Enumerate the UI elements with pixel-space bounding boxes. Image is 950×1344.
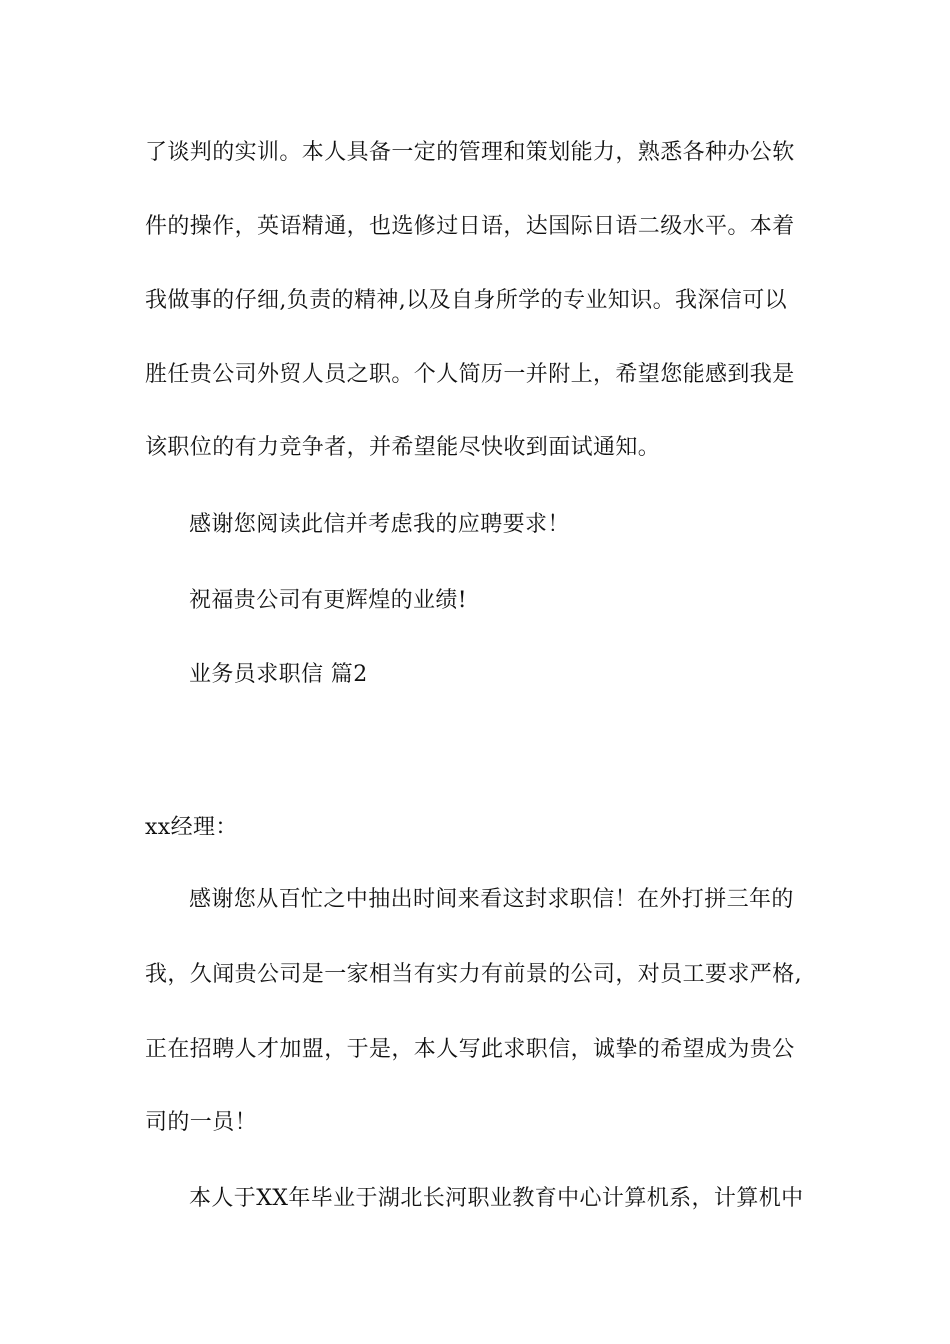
thanks-line: 感谢您阅读此信并考虑我的应聘要求！	[189, 512, 570, 537]
paragraph-2-line-4: 司的一员！	[145, 1110, 258, 1135]
salutation: xx经理：	[145, 815, 238, 840]
paragraph-3-line-1: 本人于XX年毕业于湖北长河职业教育中心计算机系，计算机中	[189, 1186, 804, 1211]
wishes-line: 祝福贵公司有更辉煌的业绩!	[189, 588, 468, 613]
paragraph-1-line-3: 我做事的仔细,负责的精神,以及自身所学的专业知识。我深信可以	[145, 288, 787, 313]
paragraph-2-line-1: 感谢您从百忙之中抽出时间来看这封求职信！在外打拼三年的	[189, 887, 794, 912]
paragraph-1-line-4: 胜任贵公司外贸人员之职。个人简历一并附上，希望您能感到我是	[145, 362, 795, 387]
paragraph-2-line-2: 我，久闻贵公司是一家相当有实力有前景的公司，对员工要求严格,	[145, 962, 802, 987]
section-heading: 业务员求职信 篇2	[189, 662, 368, 687]
paragraph-1-line-1: 了谈判的实训。本人具备一定的管理和策划能力，熟悉各种办公软	[145, 140, 795, 165]
paragraph-1-line-5: 该职位的有力竞争者，并希望能尽快收到面试通知。	[145, 435, 661, 460]
paragraph-2-line-3: 正在招聘人才加盟，于是，本人写此求职信，诚挚的希望成为贵公	[145, 1037, 795, 1062]
paragraph-1-line-2: 件的操作，英语精通，也选修过日语，达国际日语二级水平。本着	[145, 214, 795, 239]
